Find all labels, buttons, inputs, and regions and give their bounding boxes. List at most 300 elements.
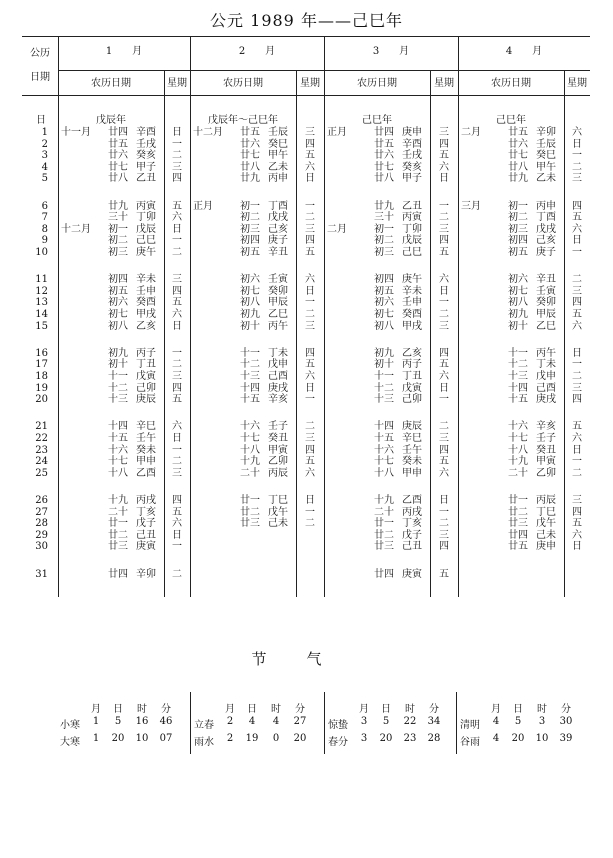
ganzhi-day: 丙午	[268, 320, 288, 332]
ganzhi-day: 壬子	[536, 433, 556, 444]
solar-term-name: 大寒	[60, 737, 80, 748]
ganzhi-day: 己亥	[268, 223, 288, 235]
weekday: 一	[305, 297, 315, 309]
ganzhi-day: 丁丑	[402, 371, 422, 382]
gregorian-day: 2	[41, 138, 48, 150]
ganzhi-day: 甲午	[536, 161, 556, 173]
lunar-day: 廿九	[508, 173, 528, 185]
lunar-day: 十九	[240, 456, 260, 468]
weekday: 五	[439, 568, 449, 580]
solar-term-value: 2	[226, 716, 234, 727]
weekday: 三	[172, 161, 182, 173]
lunar-day: 廿七	[240, 150, 260, 162]
weekday: 五	[172, 394, 182, 406]
ganzhi-day: 丁酉	[268, 200, 288, 212]
ganzhi-day: 癸丑	[268, 433, 288, 444]
solar-term-value: 46	[159, 716, 173, 727]
lunar-day: 廿五	[374, 138, 394, 150]
gregorian-day: 29	[35, 529, 48, 541]
month-header: 4 月	[505, 46, 543, 57]
rule-vertical	[190, 36, 191, 597]
ganzhi-day: 丁亥	[136, 506, 156, 518]
ganzhi-day: 乙亥	[402, 347, 422, 359]
weekday-header: 星期	[434, 78, 454, 89]
gregorian-day: 30	[35, 541, 48, 553]
weekday: 二	[572, 274, 582, 286]
lunar-month-name: 正月	[193, 200, 213, 212]
ganzhi-day: 乙丑	[402, 200, 422, 212]
solar-term-value: 28	[427, 733, 441, 744]
lunar-day: 廿一	[508, 495, 528, 506]
lunar-day: 廿七	[108, 161, 128, 173]
lunar-day: 廿三	[240, 518, 260, 530]
lunar-day: 十四	[108, 421, 128, 433]
weekday: 一	[439, 200, 449, 212]
ganzhi-day: 癸酉	[136, 297, 156, 309]
weekday: 四	[172, 382, 182, 394]
ganzhi-day: 丁巳	[536, 506, 556, 518]
solar-term-value: 22	[403, 716, 417, 727]
weekday: 六	[572, 127, 582, 138]
lunar-day: 廿九	[374, 200, 394, 212]
ganzhi-day: 庚寅	[402, 568, 422, 580]
ganzhi-day: 丙戌	[402, 506, 422, 518]
gregorian-day: 6	[41, 200, 48, 212]
lunar-day: 二十	[240, 467, 260, 479]
ganzhi-day: 戊寅	[136, 371, 156, 382]
lunar-day: 十四	[240, 382, 260, 394]
solar-term-value: 3	[360, 716, 368, 727]
weekday: 四	[305, 444, 315, 456]
solar-term-col-header: 日	[513, 704, 523, 715]
lunar-day: 十七	[108, 456, 128, 468]
weekday: 日	[172, 529, 182, 541]
solar-term-value: 16	[135, 716, 149, 727]
lunar-day: 三十	[374, 212, 394, 224]
lunar-day: 廿八	[108, 173, 128, 185]
lunar-day: 初二	[240, 212, 260, 224]
weekday: 日	[172, 223, 182, 235]
ganzhi-day: 丙寅	[136, 200, 156, 212]
weekday: 六	[305, 161, 315, 173]
lunar-month-name: 二月	[461, 127, 481, 138]
weekday: 二	[172, 456, 182, 468]
weekday: 三	[439, 320, 449, 332]
ganzhi-day: 庚申	[536, 541, 556, 553]
solar-term-name: 春分	[328, 737, 348, 748]
lunar-year-label: 己巳年	[496, 115, 526, 127]
gregorian-day: 14	[35, 309, 48, 320]
lunar-day: 廿六	[108, 150, 128, 162]
solar-term-col-header: 日	[113, 704, 123, 715]
ganzhi-day: 戊子	[402, 529, 422, 541]
weekday: 四	[572, 394, 582, 406]
ganzhi-day: 丁卯	[136, 212, 156, 224]
weekday: 五	[172, 506, 182, 518]
weekday: 一	[572, 359, 582, 371]
lunar-day: 初三	[108, 247, 128, 258]
ganzhi-day: 戊申	[268, 359, 288, 371]
weekday: 一	[439, 394, 449, 406]
weekday: 三	[172, 274, 182, 286]
solar-term-value: 19	[245, 733, 259, 744]
weekday: 日	[572, 541, 582, 553]
solar-term-value: 5	[382, 716, 390, 727]
ganzhi-day: 丙午	[536, 347, 556, 359]
weekday: 二	[305, 421, 315, 433]
lunar-day: 十七	[374, 456, 394, 468]
solar-term-name: 雨水	[194, 737, 214, 748]
lunar-day: 初五	[108, 285, 128, 297]
lunar-day: 二十	[374, 506, 394, 518]
lunar-day: 初三	[508, 223, 528, 235]
lunar-day: 廿四	[374, 127, 394, 138]
lunar-day: 十六	[108, 444, 128, 456]
ganzhi-day: 辛酉	[402, 138, 422, 150]
weekday: 五	[305, 456, 315, 468]
solar-term-value: 34	[427, 716, 441, 727]
ganzhi-day: 庚子	[268, 235, 288, 247]
weekday: 四	[305, 138, 315, 150]
ganzhi-day: 辛酉	[136, 127, 156, 138]
lunar-day: 廿六	[240, 138, 260, 150]
weekday: 一	[172, 541, 182, 553]
gregorian-day: 8	[41, 223, 48, 235]
weekday: 六	[439, 274, 449, 286]
weekday: 四	[172, 495, 182, 506]
weekday: 一	[439, 506, 449, 518]
solar-term-name: 立春	[194, 720, 214, 731]
ganzhi-day: 丙申	[536, 200, 556, 212]
solar-terms-title: 节气	[251, 650, 362, 668]
weekday: 三	[572, 495, 582, 506]
weekday: 三	[305, 433, 315, 444]
lunar-day: 初十	[374, 359, 394, 371]
ganzhi-day: 戊子	[136, 518, 156, 530]
weekday: 六	[305, 371, 315, 382]
weekday: 五	[439, 247, 449, 258]
ganzhi-day: 甲寅	[536, 456, 556, 468]
ganzhi-day: 甲子	[402, 173, 422, 185]
lunar-day: 初九	[108, 347, 128, 359]
gregorian-day: 21	[35, 421, 48, 433]
lunar-day: 廿八	[240, 161, 260, 173]
lunar-day: 初九	[508, 309, 528, 320]
weekday: 二	[172, 568, 182, 580]
lunar-day: 廿八	[374, 173, 394, 185]
weekday: 五	[305, 247, 315, 258]
weekday: 一	[172, 444, 182, 456]
lunar-month-name: 十一月	[61, 127, 91, 138]
weekday: 三	[439, 223, 449, 235]
ganzhi-day: 丁丑	[136, 359, 156, 371]
solar-term-col-header: 分	[561, 704, 571, 715]
weekday: 日	[572, 347, 582, 359]
weekday: 四	[172, 173, 182, 185]
lunar-day: 初二	[508, 212, 528, 224]
gregorian-day: 15	[35, 320, 48, 332]
ganzhi-day: 庚辰	[136, 394, 156, 406]
weekday: 二	[172, 150, 182, 162]
ganzhi-day: 甲辰	[536, 309, 556, 320]
weekday: 二	[439, 518, 449, 530]
ganzhi-day: 丙子	[402, 359, 422, 371]
weekday: 四	[439, 347, 449, 359]
ganzhi-day: 乙未	[268, 161, 288, 173]
gregorian-day: 13	[35, 297, 48, 309]
solar-term-col-header: 时	[405, 704, 415, 715]
solar-term-value: 5	[514, 716, 522, 727]
ganzhi-day: 丁卯	[402, 223, 422, 235]
lunar-day: 十二	[508, 359, 528, 371]
lunar-day: 廿四	[108, 127, 128, 138]
weekday: 日	[305, 382, 315, 394]
ganzhi-day: 壬辰	[268, 127, 288, 138]
lunar-day: 初一	[508, 200, 528, 212]
solar-term-col-header: 时	[137, 704, 147, 715]
ganzhi-day: 辛丑	[268, 247, 288, 258]
lunar-day: 三十	[108, 212, 128, 224]
weekday: 二	[572, 371, 582, 382]
weekday: 一	[305, 394, 315, 406]
weekday: 四	[305, 347, 315, 359]
weekday: 日	[172, 127, 182, 138]
solar-term-value: 2	[226, 733, 234, 744]
solar-term-value: 20	[379, 733, 393, 744]
weekday: 日	[572, 138, 582, 150]
weekday: 二	[439, 309, 449, 320]
ganzhi-day: 乙酉	[136, 467, 156, 479]
lunar-day: 初四	[374, 274, 394, 286]
ganzhi-day: 戊戌	[536, 223, 556, 235]
solar-term-col-header: 日	[247, 704, 257, 715]
solar-term-value: 07	[159, 733, 173, 744]
header-date: 日期	[30, 72, 50, 83]
lunar-day: 廿一	[240, 495, 260, 506]
ganzhi-day: 己亥	[536, 235, 556, 247]
weekday: 一	[172, 235, 182, 247]
ganzhi-day: 丙申	[268, 173, 288, 185]
ganzhi-day: 癸未	[136, 444, 156, 456]
gregorian-day: 16	[35, 347, 48, 359]
day-label: 日	[36, 115, 46, 127]
lunar-day: 十七	[508, 433, 528, 444]
ganzhi-day: 庚午	[402, 274, 422, 286]
lunar-day: 十九	[374, 495, 394, 506]
ganzhi-day: 丙辰	[536, 495, 556, 506]
ganzhi-day: 庚寅	[136, 541, 156, 553]
gregorian-day: 25	[35, 467, 48, 479]
lunar-day: 廿三	[108, 541, 128, 553]
ganzhi-day: 乙丑	[136, 173, 156, 185]
weekday: 六	[172, 421, 182, 433]
solar-term-value: 4	[492, 733, 500, 744]
lunar-day: 廿五	[508, 127, 528, 138]
ganzhi-day: 戊辰	[136, 223, 156, 235]
solar-term-value: 20	[111, 733, 125, 744]
gregorian-day: 7	[41, 212, 48, 224]
solar-term-value: 10	[535, 733, 549, 744]
ganzhi-day: 甲申	[136, 456, 156, 468]
month-header: 1 月	[105, 46, 143, 57]
weekday: 二	[439, 212, 449, 224]
weekday: 三	[439, 433, 449, 444]
ganzhi-day: 甲戌	[136, 309, 156, 320]
weekday: 日	[305, 173, 315, 185]
lunar-day: 初六	[374, 297, 394, 309]
lunar-day: 廿六	[374, 150, 394, 162]
ganzhi-day: 壬寅	[268, 274, 288, 286]
rule-vertical	[458, 36, 459, 597]
weekday-header: 星期	[167, 78, 187, 89]
ganzhi-day: 癸巳	[536, 150, 556, 162]
ganzhi-day: 乙巳	[536, 320, 556, 332]
weekday: 五	[572, 421, 582, 433]
solar-term-value: 0	[272, 733, 280, 744]
solar-term-value: 1	[92, 733, 100, 744]
weekday: 三	[172, 467, 182, 479]
lunar-day: 初二	[108, 235, 128, 247]
weekday: 日	[439, 173, 449, 185]
weekday: 四	[572, 297, 582, 309]
lunar-day: 廿七	[508, 150, 528, 162]
rule-vertical	[58, 36, 59, 597]
ganzhi-day: 壬戌	[402, 150, 422, 162]
lunar-day: 廿二	[240, 506, 260, 518]
solar-term-col-header: 月	[225, 704, 235, 715]
weekday: 一	[572, 247, 582, 258]
lunar-day: 十二	[108, 382, 128, 394]
month-header: 3 月	[372, 46, 410, 57]
weekday: 二	[439, 421, 449, 433]
lunar-day: 廿五	[108, 138, 128, 150]
gregorian-day: 28	[35, 518, 48, 530]
solar-term-col-header: 月	[359, 704, 369, 715]
weekday: 六	[439, 161, 449, 173]
weekday: 五	[572, 309, 582, 320]
lunar-day: 十九	[108, 495, 128, 506]
ganzhi-day: 丙子	[136, 347, 156, 359]
gregorian-day: 24	[35, 456, 48, 468]
gregorian-day: 31	[35, 568, 48, 580]
lunar-day: 初一	[108, 223, 128, 235]
ganzhi-day: 癸丑	[536, 444, 556, 456]
ganzhi-day: 己卯	[136, 382, 156, 394]
ganzhi-day: 辛亥	[536, 421, 556, 433]
lunar-day: 二十	[508, 467, 528, 479]
weekday: 日	[439, 495, 449, 506]
solar-term-value: 5	[114, 716, 122, 727]
lunar-date-header: 农历日期	[357, 78, 397, 89]
solar-term-col-header: 分	[295, 704, 305, 715]
ganzhi-day: 癸卯	[268, 285, 288, 297]
ganzhi-day: 丙辰	[268, 467, 288, 479]
gregorian-day: 20	[35, 394, 48, 406]
ganzhi-day: 戊戌	[268, 212, 288, 224]
ganzhi-day: 丙寅	[402, 212, 422, 224]
solar-term-value: 4	[492, 716, 500, 727]
lunar-day: 初三	[240, 223, 260, 235]
weekday: 日	[172, 433, 182, 444]
weekday: 四	[439, 444, 449, 456]
ganzhi-day: 乙卯	[268, 456, 288, 468]
weekday: 五	[572, 518, 582, 530]
weekday: 三	[305, 127, 315, 138]
gregorian-day: 11	[35, 274, 48, 286]
ganzhi-day: 癸未	[402, 456, 422, 468]
weekday: 六	[572, 529, 582, 541]
gregorian-day: 9	[41, 235, 48, 247]
weekday: 日	[305, 285, 315, 297]
solar-term-col-header: 时	[537, 704, 547, 715]
lunar-day: 初十	[240, 320, 260, 332]
weekday: 六	[439, 467, 449, 479]
weekday: 六	[172, 212, 182, 224]
lunar-day: 初一	[240, 200, 260, 212]
gregorian-day: 26	[35, 495, 48, 506]
lunar-day: 初四	[240, 235, 260, 247]
lunar-day: 初六	[508, 274, 528, 286]
solar-term-value: 3	[360, 733, 368, 744]
solar-term-col-header: 月	[91, 704, 101, 715]
gregorian-day: 10	[35, 247, 48, 258]
lunar-day: 十六	[374, 444, 394, 456]
lunar-day: 十一	[508, 347, 528, 359]
ganzhi-day: 乙亥	[136, 320, 156, 332]
rule-top	[22, 36, 590, 37]
gregorian-day: 19	[35, 382, 48, 394]
lunar-day: 初五	[240, 247, 260, 258]
lunar-day: 廿五	[240, 127, 260, 138]
ganzhi-day: 辛卯	[136, 568, 156, 580]
lunar-day: 初七	[108, 309, 128, 320]
ganzhi-day: 戊辰	[402, 235, 422, 247]
ganzhi-day: 乙巳	[268, 309, 288, 320]
weekday: 一	[172, 138, 182, 150]
gregorian-day: 22	[35, 433, 48, 444]
solar-term-divider	[456, 692, 457, 754]
lunar-day: 廿四	[108, 568, 128, 580]
lunar-day: 初九	[374, 347, 394, 359]
weekday: 六	[172, 518, 182, 530]
weekday: 日	[572, 235, 582, 247]
lunar-day: 十七	[240, 433, 260, 444]
weekday: 四	[172, 285, 182, 297]
weekday: 六	[572, 320, 582, 332]
lunar-day: 初六	[240, 274, 260, 286]
ganzhi-day: 己巳	[136, 235, 156, 247]
weekday: 三	[305, 223, 315, 235]
lunar-year-label: 己巳年	[362, 115, 392, 127]
lunar-date-header: 农历日期	[491, 78, 531, 89]
lunar-day: 廿二	[108, 529, 128, 541]
weekday-header: 星期	[300, 78, 320, 89]
weekday: 五	[172, 200, 182, 212]
weekday: 日	[439, 382, 449, 394]
weekday: 二	[172, 247, 182, 258]
ganzhi-day: 甲午	[268, 150, 288, 162]
weekday: 三	[305, 320, 315, 332]
gregorian-day: 18	[35, 371, 48, 382]
lunar-day: 初十	[508, 320, 528, 332]
weekday: 一	[305, 200, 315, 212]
lunar-day: 廿三	[508, 518, 528, 530]
ganzhi-day: 辛亥	[268, 394, 288, 406]
lunar-day: 二十	[108, 506, 128, 518]
weekday: 三	[572, 173, 582, 185]
ganzhi-day: 己酉	[536, 382, 556, 394]
solar-term-col-header: 月	[491, 704, 501, 715]
